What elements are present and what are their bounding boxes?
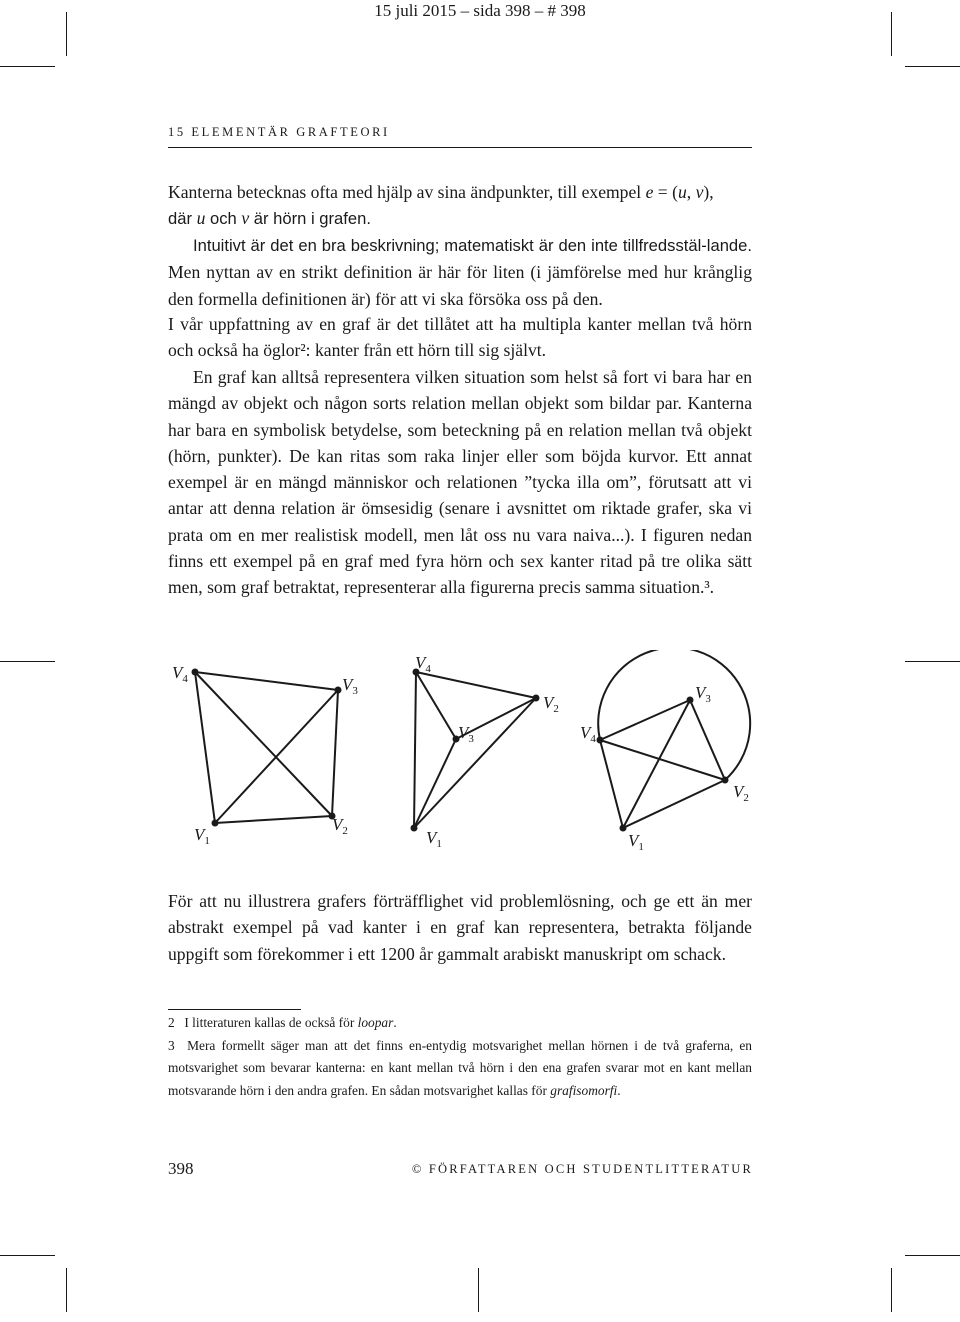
label-v4: $V_4$ [415,653,431,675]
footnote-3: 3 Mera formellt säger man att det finns en-entydig motsvarighet mellan hörnen i de två graferna, en motsvarighet som bevarar kanterna: en kant mellan två hörn i den ena grafen svarar mot en kant mellan motsvarande hörn i den andra grafen. En sådan motsvarighet kallas för grafisomorfi. [168,1037,752,1098]
label-v1: $V_1$ [194,825,210,847]
crop-mark [478,1268,479,1312]
label-v1: $V_1$ [426,828,442,850]
label-v2: $V_2$ [332,815,348,837]
crop-mark [905,661,960,662]
paragraph-2: Intuitivt är det en bra beskrivning; matematiskt är den inte tillfredsstäl-lande. Men nyttan av en strikt definition är här för liten (i jämförelse med hur krånglig den formella definitionen är) för att vi ska försöka oss på den. [168,236,752,309]
running-head: 15 ELEMENTÄR GRAFTEORI [168,125,390,139]
copyright-line: © FÖRFATTAREN OCH STUDENTLITTERATUR [411,1162,753,1176]
graph-2 [414,672,536,828]
label-v2: $V_2$ [543,693,559,715]
paragraph-4: En graf kan alltså representera vilken situation som helst så fort vi bara har en mängd av objekt och någon sorts relation mellan objekt som bildar par. Kanterna har bara en symbolisk betydelse, som beteckning på en relation mellan två objekt (hörn, punkter). De kan ritas som raka linjer eller som böjda kurvor. Ett annat exempel är en mängd människor och relationen ”tycka illa om”, förutsatt att vi antar att denna relation är ömsesidig (senare i avsnittet om riktade grafer, ska vi prata om en mer realistisk modell, men låt oss nu vara naiva...). I figuren nedan finns ett exempel på en graf med fyra hörn och sex kanter ritad på tre olika sätt men, som graf betraktat, representerar alla figurerna precis samma situation.³. [168,367,752,598]
label-v4: $V_4$ [580,723,596,745]
graph-3 [598,650,750,828]
label-v3: $V_3$ [695,683,711,705]
paragraph-5: För att nu illustrera grafers förträfflighet vid problemlösning, och ge ett än mer abstrakt exempel på vad kanter i en graf kan representera, betrakta följande uppgift som förekommer i ett 1200 år gammalt arabiskt manuskript om schack. [168,891,752,964]
graph-figure [160,650,780,850]
paragraph-3: I vår uppfattning av en graf är det tillåtet att ha multipla kanter mellan två hörn och också ha öglor²: kanter från ett hörn till sig självt. [168,314,752,361]
page-slug: 15 juli 2015 – sida 398 – # 398 [374,1,586,20]
label-v3: $V_3$ [458,723,474,745]
crop-mark [0,1255,55,1256]
footnote-2: 2 I litteraturen kallas de också för loopar. [168,1015,397,1030]
header-rule [168,147,752,148]
footnotes [168,1012,752,1102]
label-v1: $V_1$ [628,831,644,850]
graph-1 [195,672,338,823]
label-v2: $V_2$ [733,782,749,804]
label-v4: $V_4$ [172,663,188,685]
crop-mark [891,1268,892,1312]
crop-mark [66,1268,67,1312]
crop-mark [0,66,55,67]
crop-mark [0,661,55,662]
label-v3: $V_3$ [342,675,358,697]
crop-mark [905,66,960,67]
page-number: 398 [168,1159,194,1178]
graph-vertices [192,669,729,832]
paragraph-1: Kanterna betecknas ofta med hjälp av sina ändpunkter, till exempel e = (u, v), där u och v är hörn i grafen. [168,182,714,229]
footnote-rule [168,1009,301,1010]
crop-mark [905,1255,960,1256]
